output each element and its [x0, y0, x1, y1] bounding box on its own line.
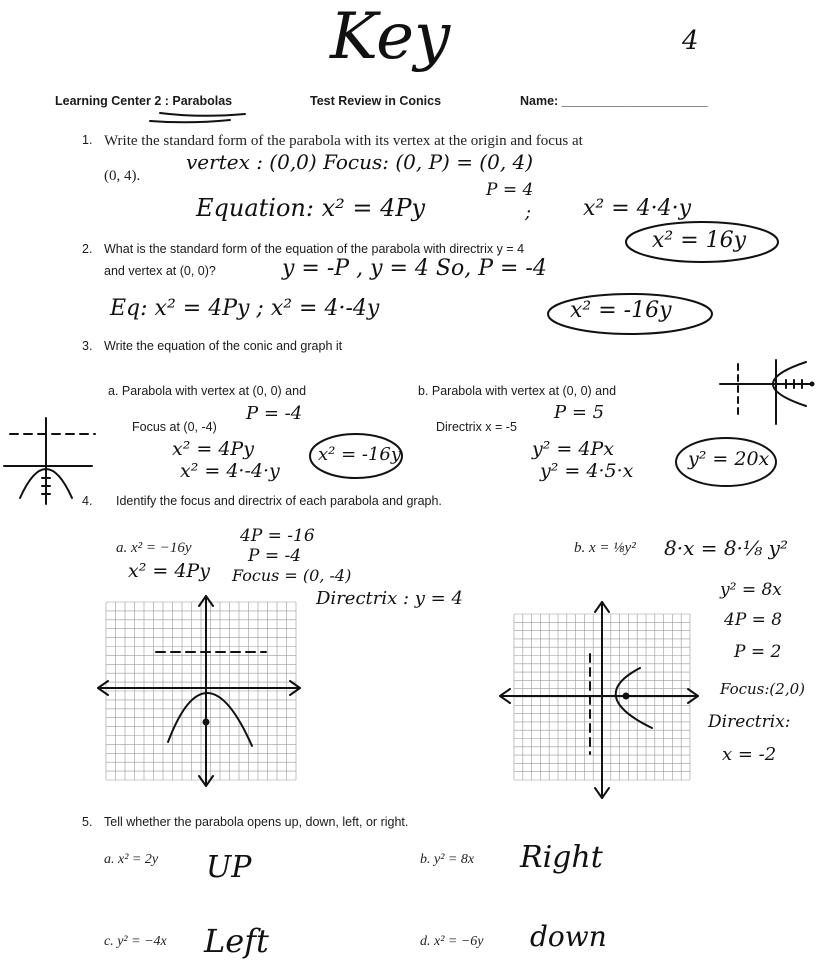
page-number: 4 [682, 26, 699, 56]
q4-text: Identify the focus and directrix of each parabola and graph. [116, 494, 442, 508]
q3-b-work-2: y² = 4·5·x [540, 460, 634, 482]
q1-work-1: vertex : (0,0) Focus: (0, P) = (0, 4) [186, 150, 534, 174]
q2-work-2: Eq: x² = 4Py ; x² = 4·-4y [110, 296, 380, 321]
parabola-curve [168, 693, 252, 746]
q4-a-directrix: Directrix : y = 4 [316, 588, 463, 609]
q3-b-work-1: y² = 4Px [532, 438, 614, 460]
q3-a-label-2: Focus at (0, -4) [132, 420, 217, 434]
q4-b-label: b. x = ⅛y² [574, 540, 636, 556]
q1-text: Write the standard form of the parabola with its vertex at the origin and focus at [104, 133, 583, 149]
graph-a [104, 596, 304, 788]
q3-b-label: b. Parabola with vertex at (0, 0) and [418, 384, 617, 398]
q5-c-answer: Left [204, 922, 269, 960]
q1-semicolon: ; [525, 202, 532, 223]
q5-text: Tell whether the parabola opens up, down, left, or right. [104, 815, 409, 829]
q3-number: 3. [82, 339, 93, 353]
q4-b-directrix: Directrix: [708, 712, 791, 732]
q2-number: 2. [82, 242, 93, 256]
q4-a-work-1: x² = 4Py [128, 560, 210, 582]
q5-a-answer: UP [206, 850, 252, 885]
q1-number: 1. [82, 133, 93, 147]
q4-b-work-2: 4P = 8 [724, 610, 783, 630]
q5-c-label: c. y² = −4x [104, 934, 167, 949]
q5-d-answer: down [530, 920, 607, 953]
q2-work-1: y = -P , y = 4 So, P = -4 [282, 256, 547, 281]
q3-a-answer: x² = -16y [318, 444, 402, 465]
q4-a-label: a. x² = −16y [116, 540, 192, 556]
key-title: Key [330, 0, 451, 74]
q4-b-focus: Focus:(2,0) [720, 680, 805, 698]
q4-a-work-2: 4P = -16 [240, 526, 315, 546]
q4-a-focus: Focus = (0, -4) [232, 566, 352, 585]
q1-work-4: x² = 4·4·y [583, 196, 692, 221]
parabola-curve [616, 668, 652, 728]
q1-answer: x² = 16y [652, 228, 747, 253]
q4-b-work-0: 8·x = 8·⅛ y² [664, 536, 788, 560]
focus-point [203, 719, 210, 726]
q1-work-3: Equation: x² = 4Py [196, 194, 426, 222]
q1-work-2: P = 4 [486, 180, 534, 200]
q3-a-p: P = -4 [246, 403, 303, 424]
q4-b-work-1: y² = 8x [720, 580, 782, 600]
q5-b-label: b. y² = 8x [420, 852, 475, 867]
grid-lines [106, 602, 296, 780]
q4-number: 4. [82, 494, 93, 508]
q5-number: 5. [82, 815, 93, 829]
graph-b [512, 612, 694, 790]
q5-d-label: d. x² = −6y [420, 934, 484, 949]
q3-b-p: P = 5 [554, 402, 605, 423]
q3-a-label: a. Parabola with vertex at (0, 0) and [108, 384, 307, 398]
q1-text-2: (0, 4). [104, 168, 141, 184]
q5-a-label: a. x² = 2y [104, 852, 159, 867]
focus-point [623, 693, 630, 700]
q4-b-directrix-2: x = -2 [722, 744, 777, 765]
name-field: Name: _____________________ [520, 94, 708, 108]
header-review: Test Review in Conics [310, 94, 442, 108]
q2-text-2: and vertex at (0, 0)? [104, 264, 216, 278]
q5-b-answer: Right [520, 840, 603, 875]
q2-text: What is the standard form of the equation of the parabola with directrix y = 4 [104, 242, 525, 256]
q2-answer: x² = -16y [570, 298, 672, 323]
q3-text: Write the equation of the conic and graph it [104, 339, 343, 353]
q3-a-work-1: x² = 4Py [172, 438, 254, 460]
q4-a-work-3: P = -4 [248, 546, 302, 566]
header-center: Learning Center 2 : Parabolas [55, 94, 233, 108]
q4-b-work-3: P = 2 [734, 642, 782, 662]
q3-a-work-2: x² = 4·-4·y [180, 460, 280, 482]
q3-b-answer: y² = 20x [688, 448, 770, 470]
q3-b-label-2: Directrix x = -5 [436, 420, 517, 434]
